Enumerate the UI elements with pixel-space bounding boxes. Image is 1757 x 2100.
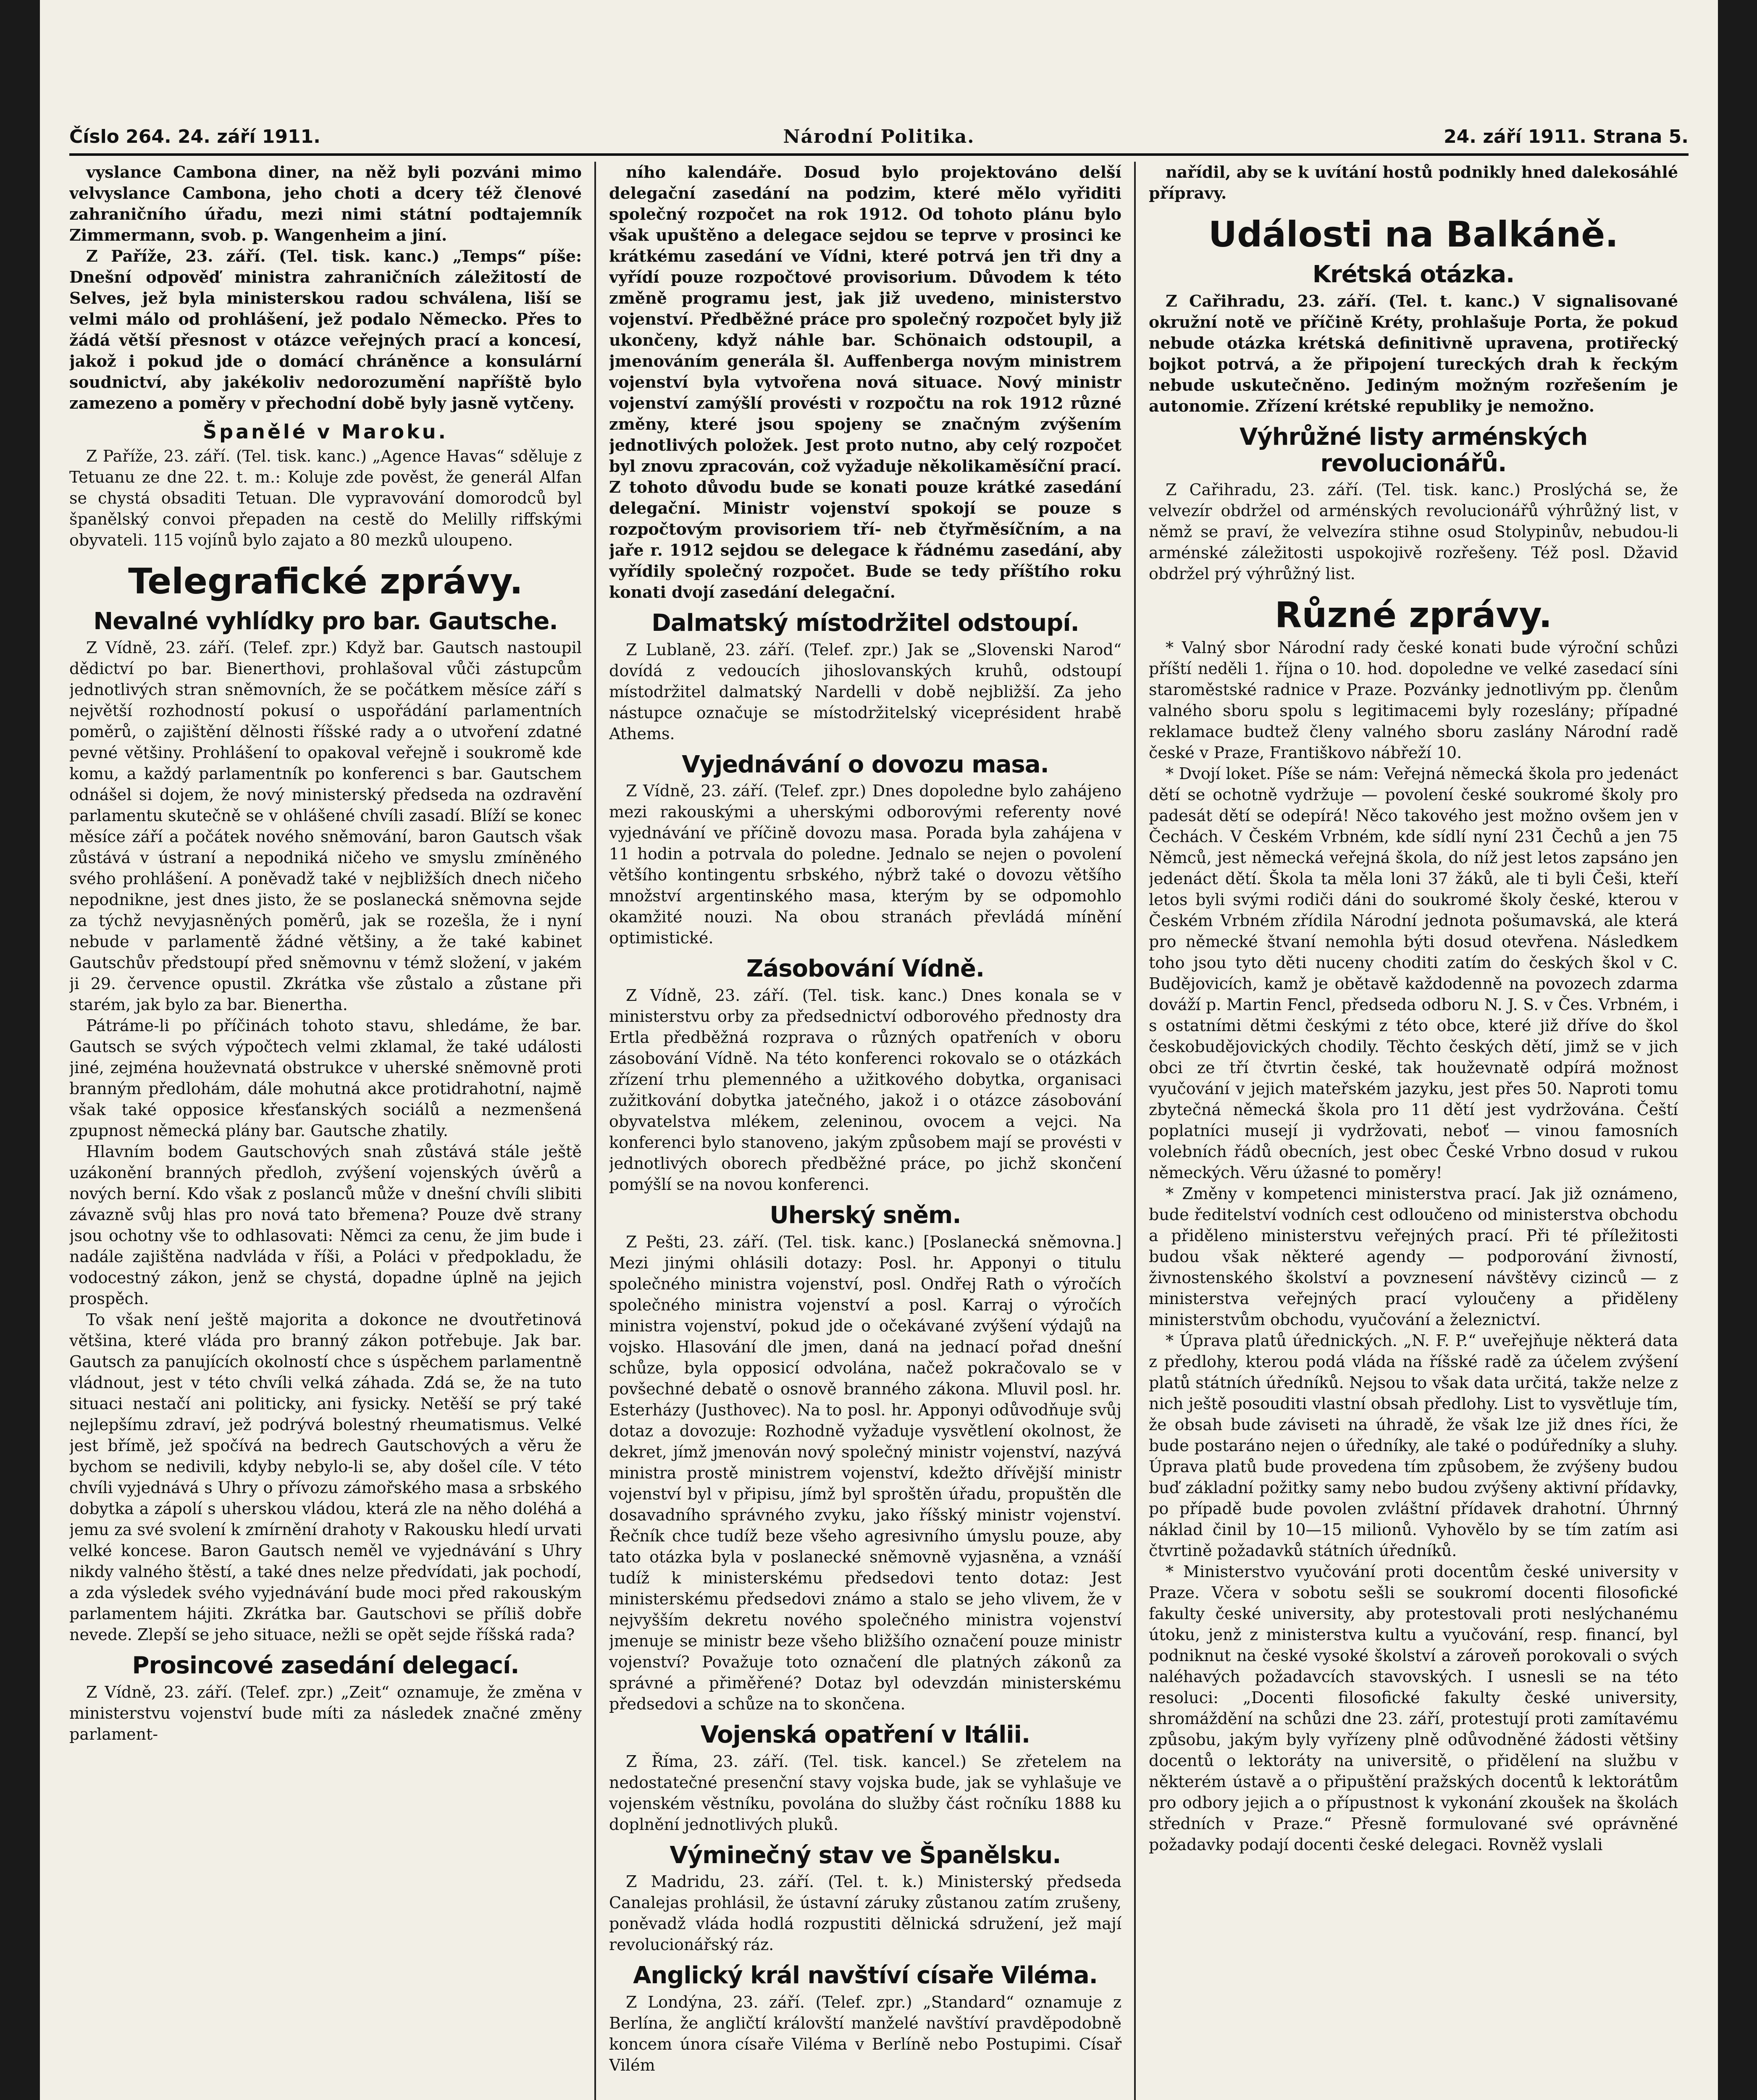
headline: Anglický král navštíví císaře Viléma. — [633, 1962, 1098, 1990]
headline: Španělé v Maroku. — [203, 420, 448, 443]
column-2 — [609, 162, 1121, 2100]
column-1 — [69, 162, 582, 2100]
column-3 — [1149, 162, 1678, 2100]
article-text: ního kalendáře. Dosud bylo projektováno delší delegační zasedání na podzim, které mělo vyřiditi společný rozpočet na rok 1912. Od tohoto plánu bylo však upuštěno a delegace sejdou se teprve v prosinci ke krátkému zasedání ve Vídni, které potrvá jen tři dny a vyřídí pouze rozpočtové provisorium. Důvodem k této změně programu jest, jak již uvedeno, ministerstvo vojenství. Předběžné práce pro společný rozpočet byly již ukončeny, když náhle bar. Schönaich odstoupil, a jmenováním generála šl. Auffenberga novým ministrem vojenství byla vytvořena nová situace. Nový ministr vojenství zamýšlí provésti v rozpočtu na rok 1912 různé změny, které jsou spojeny se značným zvýšením jednotlivých položek. Jest proto nutno, aby celý rozpočet byl znovu zpracován, což vyžaduje několikaměsíční prací. Z tohoto důvodu bude se konati pouze krátké zasedání delegační. Ministr vojenství spokojí se pouze s rozpočtovým provisoriem tří- neb čtyřměsíčním, a na jaře r. 1912 sejdou se delegace k řádnému zasedání, aby vyřídily společný rozpočet. Bude se tedy příštího roku konati dvojí zasedání delegační. — [609, 163, 1121, 601]
article-text: Z Londýna, 23. září. (Telef. zpr.) „Standard“ oznamuje z Berlína, že angličtí královští manželé navštíví pravděpodobně koncem února císaře Viléma v Berlíně nebo Postupimi. Císař Vilém — [609, 1993, 1121, 2075]
column-rule — [594, 162, 596, 2100]
article-text: Z Cařihradu, 23. září. (Tel. t. kanc.) V signalisované okružní notě ve příčině Kréty, prohlašuje Porta, že pokud nebude otázka krétská definitivně upravena, protiřecký bojkot potrvá, a že připojení tureckých drah k řeckým nebude uskutečněno. Jediným možným rozřešením je autonomie. Zřízení krétské republiky je nemožno. — [1149, 291, 1678, 415]
article-text: Pátráme-li po příčinách tohoto stavu, shledáme, že bar. Gautsch se svých výpočtech velmi zklamal, že také události jiné, zejména houževnatá obstrukce v uherské sněmovně proti branným předlohám, dále mohutná akce protidrahotní, najmě však také opposice křesťanských sociálů a nezmenšená zpupnost německá plány bar. Gautsche zhatily. — [69, 1016, 582, 1140]
headline: Prosincové zasedání delegací. — [132, 1652, 519, 1680]
section-heading: Události na Balkáně. — [1208, 214, 1619, 255]
article-text: Z Vídně, 23. září. (Telef. zpr.) „Zeit“ oznamuje, že změna v ministerstvu vojenství bude míti za následek značné změny parlament- — [69, 1683, 582, 1744]
headline: Vyjednávání o dovozu masa. — [682, 751, 1049, 778]
article-text: Z Madridu, 23. září. (Tel. t. k.) Ministerský předseda Canalejas prohlásil, že ústavní záruky zůstanou zatím zrušeny, poněvadž vláda hodlá rozpustiti dělnická sdružení, jež mají revolucionářský ráz. — [609, 1872, 1121, 1954]
headline: Uherský sněm. — [770, 1202, 961, 1229]
article-text: vyslance Cambona diner, na něž byli pozváni mimo velvyslance Cambona, jeho choti a dcery též členové zahraničního úřadu, mezi nimi státní podtajemník Zimmermann, svob. p. Wangenheim a jiní. — [69, 163, 582, 244]
newspaper-title: Národní Politika. — [783, 126, 975, 147]
article-text: Z Lublaně, 23. září. (Telef. zpr.) Jak se „Slovenski Narod“ dovídá z vedoucích jihoslovanských kruhů, odstoupí místodržitel dalmatský Nardelli v době nejbližší. Za jeho nástupce označuje se místodržitelský viceprésident hrabě Athems. — [609, 640, 1121, 743]
article-text: Z Cařihradu, 23. září. (Tel. tisk. kanc.) Proslýchá se, že velvezír obdržel od arménských revolucionářů výhrůžný list, v němž se praví, že velvezíra stihne osud Stolypinův, nebudou-li arménské záležitosti uspokojivě rozřešeny. Též posl. Džavid obdržel prý výhrůžný list. — [1149, 480, 1678, 583]
article-text: Z Paříže, 23. září. (Tel. tisk. kanc.) „Temps“ píše: Dnešní odpověď ministra zahraničních záležitostí de Selves, jež byla ministerskou radou schválena, liší se velmi málo od prohlášení, jež podalo Německo. Přes to žádá větší přesnost v otázce veřejných prací a koncesí, jakož i pokud jde o domácí chráněnce a konsulární soudnictví, aby jakékoliv nedorozumění napříště bylo zamezeno a poměry v přechodní době byly jasně vytčeny. — [69, 247, 582, 412]
article-text: Z Paříže, 23. září. (Tel. tisk. kanc.) „Agence Havas“ sděluje z Tetuanu ze dne 22. t. m.: Koluje zde pověst, že generál Alfan se chystá obsaditi Tetuan. Dle vypravování domorodců byl španělský convoi přepaden na cestě do Melilly riffskými obyvateli. 115 vojínů bylo zajato a 80 mezků uloupeno. — [69, 446, 582, 549]
headline: Vojenská opatření v Itálii. — [700, 1721, 1030, 1748]
article-text: Z Vídně, 23. září. (Telef. zpr.) Když bar. Gautsch nastoupil dědictví po bar. Bienerthovi, prohlašoval vůči zástupcům jednotlivých stran sněmovních, že se počátkem měsíce září s největší rozhodností pokusí o uspořádání parlamentních poměrů, o zajištění dělnosti říšské rady a o utvoření zdatné pevné většiny. Prohlášení to opakoval veřejně i soukromě kde komu, a každý parlamentník po konferenci s bar. Gautschem odnášel si dojem, že nový ministerský předseda na ozdravění parlamentu skutečně se v ohlášené chvíli zasadí. Blíží se konec měsíce září a počátek nového sněmování, baron Gautsch však zůstává v ústraní a nepodniká ničeho ve smyslu zmíněného svého prohlášení. A poněvadž také v nejbližších dnech ničeho nepodnikne, jest dnes jisto, že se poslanecká sněmovna sejde za týchž nevyjasněných poměrů, jak se rozešla, že i nyní nebude v parlamentě žádné většiny, a že také kabinet Gautschův předstoupí před sněmovnu v témž složení, v jakém ji 29. července opustil. Zkrátka vše zůstalo a zůstane při starém, jak bylo za bar. Bienertha. — [69, 638, 582, 1014]
article-text: * Úprava platů úřednických. „N. F. P.“ uveřejňuje některá data z předlohy, kterou podá vláda na říšské radě za účelem zvýšení platů státních úředníků. Nejsou to však data určitá, takže nelze z nich ještě posouditi vlastní obsah předlohy. List to vysvětluje tím, že obsah bude záviseti na úhradě, že však lze již dnes říci, že bude postaráno nejen o úředníky, ale také o podúředníky a sluhy. Úprava platů bude provedena tím způsobem, že zvýšeny budou buď základní požitky samy nebo budou zvýšeny aktivní přídavky, po případě bude povolen zvláštní přídavek drahotní. Úhrnný náklad činil by 10—15 milionů. Vyhovělo by se tím zatím asi čtvrtině požadavků státních úředníků. — [1149, 1331, 1678, 1560]
newspaper-page — [40, 0, 1718, 2100]
section-heading: Různé zprávy. — [1274, 594, 1552, 636]
article-text: * Změny v kompetenci ministerstva prací. Jak již oznámeno, bude ředitelství vodních cest odloučeno od ministerstva obchodu a přiděleno ministerstvu veřejných prací. Při té příležitosti budou však některé agendy — podporování živností, živnostenského školství a povznesení návštěvy cizinců — z ministerstva veřejných prací vyloučeny a přiděleny ministerstvům obchodu, vyučování a železnictví. — [1149, 1184, 1678, 1329]
article-text: Z Říma, 23. září. (Tel. tisk. kancel.) Se zřetelem na nedostatečné presenční stavy vojska bude, jak se vyhlašuje ve vojenském věstníku, povolána do služby část ročníku 1888 ku doplnění jednotlivých pluků. — [609, 1752, 1121, 1834]
section-heading: Telegrafické zprávy. — [128, 560, 523, 602]
article-text: * Dvojí loket. Píše se nám: Veřejná německá škola pro jedenáct dětí se ochotně vydržuje — povolení české soukromé školy pro padesát dětí se odepírá! Něco takového jest možno ovšem jen v Čechách. V Českém Vrbném, kde sídlí nyní 231 Čechů a jen 75 Němců, jest německá veřejná škola, do níž jest letos zapsáno jen jedenáct dětí. Škola ta měla loni 37 žáků, ale ti byli Češi, kteří letos byli svými rodiči dáni do soukromé školy české, kterou v Českém Vrbném zřídila Národní jednota pošumavská, ale která pro německé štvaní nemohla býti dosud otevřena. Následkem toho jsou tyto děti nuceny choditi zatím do českých škol v C. Budějovicích, kamž je obětavě každodenně na povozech zdarma dováží p. Martin Fencl, předseda odboru N. J. S. v Čes. Vrbném, i s ostatními dětmi českými z této obce, které již dříve do škol českobudějovických chodily. Těchto českých dětí, jimž se v jich obci ze tří čtvrtin české, tak houževnatě odpírá možnost vyučování v jejich mateřském jazyku, jest přes 50. Naproti tomu zbytečná německá škola pro 11 dětí jest vydržována. Čeští poplatníci musejí ji vydržovati, neboť — vinou famosních volebních řádů obecních, jest obec České Vrbno dosud v rukou německých. Věru úžasné to poměry! — [1149, 764, 1678, 1182]
headline: Zásobování Vídně. — [746, 955, 985, 983]
headline: Výminečný stav ve Španělsku. — [670, 1841, 1061, 1869]
article-text: Z Pešti, 23. září. (Tel. tisk. kanc.) [Poslanecká sněmovna.] Mezi jinými ohlásili dotazy: Posl. hr. Apponyi o titulu společného ministra vojenství, posl. Ondřej Rath o výročích společného ministra vojenství a posl. Karraj o výročích ministra vojenství, pokud jde o očekávané zvýšení výdajů na vojsko. Hlasování dle jmen, daná na jednací pořad dnešní schůze, byla opposicí odvolána, načež pokračovalo se v povšechné debatě o osnově branného zákona. Mluvil posl. hr. Esterházy (Justhovec). Na to posl. hr. Apponyi odůvodňuje svůj dotaz a dovozuje: Rozhodně vyžaduje vysvětlení okolnost, že dekret, jímž jmenován nový společný ministr vojenství, nazývá ministra prostě ministrem vojenství, kdežto dřívější ministr vojenství byl v připisu, jímž byl sproštěn úřadu, propuštěn dle dosavadního správného zvyku, jako říšský ministr vojenství. Řečník chce tudíž beze všeho agresivního úmyslu pouze, aby tato otázka byla v poslanecké sněmovně vyjasněna, a vznáší tudíž k ministerskému předsedovi tento dotaz: Jest ministerskému předsedovi známo a stalo se jeho vlivem, že v nejvyšším dekretu nového společného ministra vojenství jmenuje se ministr beze všeho bližšího označení pouze ministr vojenství? Považuje toto označení dle platných zákonů za správné a přiměřené? Dotaz byl odevzdán ministerskému předsedovi a schůze na to skončena. — [609, 1232, 1121, 1713]
article-text: Hlavním bodem Gautschových snah zůstává stále ještě uzákonění branných předloh, zvýšení vojenských úvěrů a nových berní. Kdo však z poslanců může v dnešní chvíli slibiti závazně svůj hlas pro nová tato břemena? Pouze dvě strany jsou ochotny vše to odhlasovati: Němci za cenu, že jim bude i nadále zajištěna nadvláda v říši, a Poláci v předpokladu, že vodocestný zákon, jenž se chystá, dopadne úplně na jejich prospěch. — [69, 1142, 582, 1308]
article-text: * Valný sbor Národní rady české konati bude výroční schůzi příští neděli 1. října o 10. hod. dopoledne ve velké zasedací síni staroměstské radnice v Praze. Pozvánky jednotlivým pp. členům valného sboru spolu s legitimacemi byly rozeslány; případné reklamace budtež členy valného sboru zaslány Národní radě české v Praze, Františkovo nábřeží 10. — [1149, 638, 1678, 762]
article-text: Z Vídně, 23. září. (Tel. tisk. kanc.) Dnes konala se v ministerstvu orby za předsednictví odborového přednosty dra Ertla předběžná rozprava o různých opatřeních v oboru zásobování Vídně. Na této konferenci rokovalo se o otázkách zřízení trhu plemenného a užitkového dobytka, organisaci zužitkování dobytka jatečného, jakož i o otázce zásobování obyvatelstva mlékem, zeleninou, ovocem a vejci. Na konferenci bylo stanoveno, jakým způsobem mají se provésti v jednotlivých oborech předběžné práce, po jichž skončení pomýšlí se na novou konferenci. — [609, 986, 1121, 1194]
headline: Dalmatský místodržitel odstoupí. — [651, 609, 1079, 637]
headline: Nevalné vyhlídky pro bar. Gautsche. — [93, 607, 558, 635]
date-and-page: 24. září 1911. Strana 5. — [1444, 126, 1689, 147]
column-rule — [1134, 162, 1136, 2100]
article-text: nařídil, aby se k uvítání hostů podnikly hned dalekosáhlé přípravy. — [1149, 163, 1678, 202]
article-text: Z Vídně, 23. září. (Telef. zpr.) Dnes dopoledne bylo zahájeno mezi rakouskými a uherskými odborovými referenty nové vyjednávání ve příčině dovozu masa. Porada byla zahájena v 11 hodin a potrvala do poledne. Jednalo se nejen o povolení většího kontingentu srbského, nýbrž také o dovozu většího množství argentinského masa, kterým by se odpomohlo okamžité nouzi. Na obou stranách převládá mínění optimistické. — [609, 782, 1121, 948]
article-text: * Ministerstvo vyučování proti docentům české university v Praze. Včera v sobotu sešli se soukromí docenti filosofické fakulty české university, aby protestovali proti neslýchanému útoku, jenž z ministerstva kultu a vyučování, resp. financí, byl podniknut na české vysoké školství a zároveň porokovali o svých naléhavých požadavcích stavovských. I usnesli se na této resoluci: „Docenti filosofické fakulty české university, shromáždění na schůzi dne 23. září, protestují proti zamítavému způsobu, jakým byly vyřízeny plně odůvodněné žádosti většiny docentů o lektoráty na universitě, o přidělení na službu v některém ústavě a o připuštění pražských docentů k lektorátům pro odbory jejich a o přípustnost k vykonání zkoušek na školách středních v Praze.“ Přesně formulované své oprávněné požadavky podají docenti české delegaci. Rovněž vyslali — [1149, 1562, 1678, 1854]
headline: Výhrůžné listy arménských revolucionářů. — [1239, 423, 1588, 477]
article-text: To však není ještě majorita a dokonce ne dvoutřetinová většina, které vláda pro branný zákon potřebuje. Jak bar. Gautsch za panujících okolností chce s úspěchem parlamentně vládnout, jest v této chvíli velká záhada. Zdá se, že na tuto situaci nestačí ani politicky, ani fysicky. Netěší se prý také nejlepšímu zdraví, jež podrývá bolestný rheumatismus. Velké jest břímě, jež spočívá na bedrech Gautschových a věru že bychom se nedivili, kdyby nebylo-li se, aby došel cíle. V této chvíli vyjednává s Uhry o přívozu zámořského masa a srbského dobytka a zápolí s uherskou vládou, která zle na něho doléhá a jemu za své svolení k zmírnění drahoty v Rakousku hledí urvati velké koncese. Baron Gautsch neměl ve vyjednávání s Uhry nikdy valného štěstí, a také dnes nelze předvídati, jak pochodí, a zda výsledek svého vyjednávání bude moci před rakouským parlamentem hájiti. Zkrátka bar. Gautschovi se příliš dobře nevede. Zlepší se jeho situace, nežli se opět sejde říšská rada? — [69, 1310, 582, 1644]
headline: Krétská otázka. — [1312, 261, 1515, 289]
issue-number: Číslo 264. 24. září 1911. — [69, 126, 320, 147]
masthead — [69, 124, 1689, 156]
